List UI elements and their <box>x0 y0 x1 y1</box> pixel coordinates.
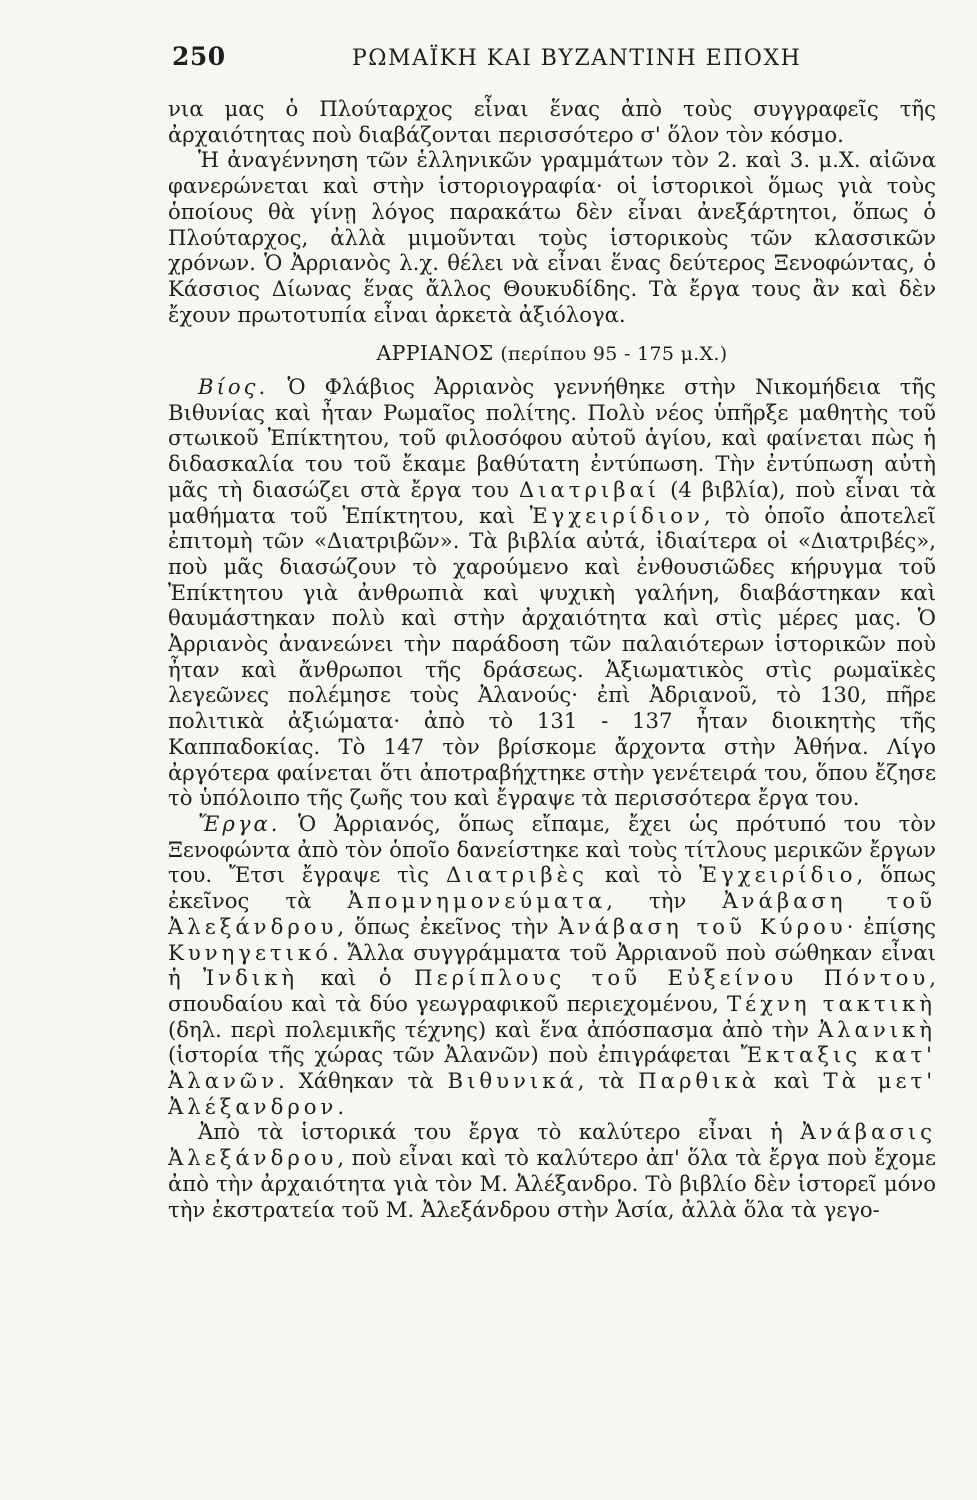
title-indiki: Ἰνδικὴ <box>203 965 299 991</box>
paragraph-erga <box>168 811 936 1119</box>
title-anavasis-alexandrou: Ἀνάβασις Ἀλεξάνδρου <box>168 1119 936 1171</box>
page-number: 250 <box>172 42 226 71</box>
erga-text: . Χάθηκαν τὰ <box>278 1068 448 1094</box>
erga-text: · ἐπίσης <box>846 913 936 939</box>
title-apomnimonevmata: Ἀπομνημονεύματα <box>347 888 607 914</box>
anavasis-text: , ποὺ εἶναι καὶ τὸ καλύτερο ἀπ' ὅλα τὰ ἔργα ποὺ ἔχομε ἀπὸ τὴν ἀρχαιότητα γιὰ τὸν Μ. Ἀλέξανδρο. Τὸ βιβλίο δὲν ἱστορεῖ μόνο τὴν ἐκστρατεία τοῦ Μ. Ἀλεξάνδρου στὴν Ἀσία, ἀλλὰ ὅλα τὰ γεγο- <box>168 1145 936 1222</box>
erga-text: . Ἄλλα συγγράμματα τοῦ Ἀρριανοῦ ποὺ σώθηκαν εἶναι ἡ <box>168 939 936 991</box>
title-diatrives: Διατριβὲς <box>446 862 588 888</box>
title-anavasi-kyrou: Ἀνάβαση τοῦ Κύρου <box>558 913 847 939</box>
running-title: ΡΩΜΑΪΚΗ ΚΑΙ ΒΥΖΑΝΤΙΝΗ ΕΠΟΧΗ <box>352 46 802 71</box>
section-heading-dates: (περίπου 95 - 175 μ.Χ.) <box>500 343 728 366</box>
bios-text-2: (4 βιβλία), ποὺ εἶναι τὰ μαθήματα τοῦ Ἐπίκτητου, καὶ <box>168 476 937 528</box>
erga-text: καὶ ὁ <box>298 965 415 991</box>
title-techni-taktiki: Τέχνη τακτικὴ <box>727 990 936 1016</box>
paragraph-historiography: Ἡ ἀναγέννηση τῶν ἑλληνικῶν γραμμάτων τὸν 2. καὶ 3. μ.Χ. αἰῶνα φανερώνεται καὶ στὴν ἱστοριογραφία· οἱ ἱστορικοὶ ὅμως γιὰ τοὺς ὁποίους θὰ γίνῃ λόγος παρακάτω δὲν εἶναι ἀνεξάρτητοι, ὅπως ὁ Πλούταρχος, ἀλλὰ μιμοῦνται τοὺς ἱστορικοὺς τῶν κλασσικῶν χρόνων. Ὁ Ἀρριανὸς λ.χ. θέλει νὰ εἶναι ἕνας δεύτερος Ξενοφώντας, ὁ Κάσσιος Δίωνας ἕνας ἄλλος Θουκυδίδης. Τὰ ἔργα τους ἂν καὶ δὲν ἔχουν πρωτοτυπία εἶναι ἀρκετὰ ἀξιόλογα. <box>168 147 936 327</box>
erga-text: , ὅπως ἐκεῖνος τὰ <box>168 862 936 914</box>
title-ta-met-alexandron: Τὰ μετ' Ἀλέξανδρον <box>168 1068 937 1119</box>
title-alaniki: Ἀλανικὴ <box>817 1016 936 1042</box>
erga-text: (δηλ. περὶ πολεμικῆς τέχνης) καὶ ἕνα ἀπόσπασμα ἀπὸ τὴν <box>168 1016 818 1042</box>
bios-label: Βίος. <box>198 374 269 400</box>
erga-text: Ὁ Ἀρριανός, ὅπως εἴπαμε, ἔχει ὡς πρότυπό του τὸν Ξενοφώντα ἀπὸ τὸν ὁποῖο δανείστηκε καὶ τοὺς τίτλους μερικῶν ἔργων του. Ἔτσι ἔγραψε τὶς <box>168 810 936 888</box>
section-heading <box>168 341 936 368</box>
erga-text: (ἱστορία τῆς χώρας τῶν Ἀλανῶν) ποὺ ἐπιγράφεται <box>168 1042 741 1068</box>
erga-text: , ὅπως ἐκεῖνος τὴν <box>337 913 559 939</box>
paragraph-anavasis <box>168 1119 936 1222</box>
paragraph-bios <box>168 374 936 811</box>
title-parthika: Παρθικὰ <box>638 1068 761 1094</box>
title-anavasi-alexandrou: Ἀνάβαση τοῦ Ἀλεξάνδρου <box>168 888 936 939</box>
title-diatrivai: Διατριβαί <box>518 476 661 502</box>
erga-text: , σπουδαίου καὶ τὰ δύο γεωγραφικοῦ περιεχομένου, <box>168 965 936 1016</box>
erga-label: Ἔργα. <box>198 810 281 836</box>
erga-text: , τὴν <box>606 888 723 914</box>
section-heading-name: ΑΡΡΙΑΝΟΣ <box>376 341 494 366</box>
body-text <box>168 96 936 1222</box>
title-ektaxis: Ἔκταξις κατ' Ἀλανῶν <box>168 1042 936 1094</box>
bios-text-3: , τὸ ὁποῖο ἀποτελεῖ ἐπιτομὴ τῶν «Διατριβῶν». Τὰ βιβλία αὐτά, ἰδιαίτερα οἱ «Διατριβές», ποὺ μᾶς διασώζουν τὸ χαρούμενο καὶ ἐνθουσιῶδες κήρυγμα τοῦ Ἐπίκτητου γιὰ ἀνθρωπιὰ καὶ ψυχικὴ γαλήνη, διαβάστηκαν καὶ θαυμάστηκαν πολὺ καὶ στὴν ἀρχαιότητα καὶ στὶς μέρες μας. Ὁ Ἀρριανὸς ἀνανεώνει τὴν παράδοση τῶν παλαιότερων ἱστορικῶν ποὺ ἦταν καὶ ἄνθρωποι τῆς δράσεως. Ἀξιωματικὸς στὶς ρωμαϊκὲς λεγεῶνες πολέμησε τοὺς Ἀλανούς· ἐπὶ Ἀδριανοῦ, τὸ 130, πῆρε πολιτικὰ ἀξιώματα· ἀπὸ τὸ 131 - 137 ἦταν διοικητὴς τῆς Καππαδοκίας. Τὸ 147 τὸν βρίσκομε ἄρχοντα στὴν Ἀθήνα. Λίγο ἀργότερα φαίνεται ὅτι ἀποτραβήχτηκε στὴν γενέτειρά του, ὅπου ἔζησε τὸ ὑπόλοιπο τῆς ζωῆς του καὶ ἔγραψε τὰ περισσότερα ἔργα του. <box>168 502 936 811</box>
anavasis-text: Ἀπὸ τὰ ἱστορικά του ἔργα τὸ καλύτερο εἶναι ἡ <box>198 1119 801 1145</box>
bios-text-1: Ὁ Φλάβιος Ἀρριανὸς γεννήθηκε στὴν Νικομήδεια τῆς Βιθυνίας καὶ ἦταν Ρωμαῖος πολίτης. Πολὺ νέος ὑπῆρξε μαθητὴς τοῦ στωικοῦ Ἐπίκτητου, τοῦ φιλοσόφου αὐτοῦ ἁγίου, καὶ φαίνεται πὼς ἡ διδασκαλία του τοῦ ἔκαμε βαθύτατη ἐντύπωση. Τὴν ἐντύπωση αὐτὴ μᾶς τὴ διασώζει στὰ ἔργα του <box>168 374 936 502</box>
title-encheiridion: Ἐγχειρίδιον <box>529 502 704 528</box>
erga-text: καὶ τὸ <box>587 862 700 888</box>
erga-text: , τὰ <box>577 1068 639 1094</box>
erga-text: καὶ <box>760 1068 824 1094</box>
erga-text: . <box>337 1093 345 1119</box>
title-periplous: Περίπλους τοῦ Εὐξείνου Πόντου <box>414 965 930 991</box>
title-encheiridio: Ἐγχειρίδιο <box>699 862 857 888</box>
title-vithynika: Βιθυνικά <box>447 1068 578 1094</box>
title-kynigetiko: Κυνηγετικό <box>168 939 332 965</box>
paragraph-plutarch-end: νια μας ὁ Πλούταρχος εἶναι ἕνας ἀπὸ τοὺς συγγραφεῖς τῆς ἀρχαιότητας ποὺ διαβάζονται περισσότερο σ' ὅλον τὸν κόσμο. <box>168 96 936 147</box>
running-header <box>172 42 932 82</box>
